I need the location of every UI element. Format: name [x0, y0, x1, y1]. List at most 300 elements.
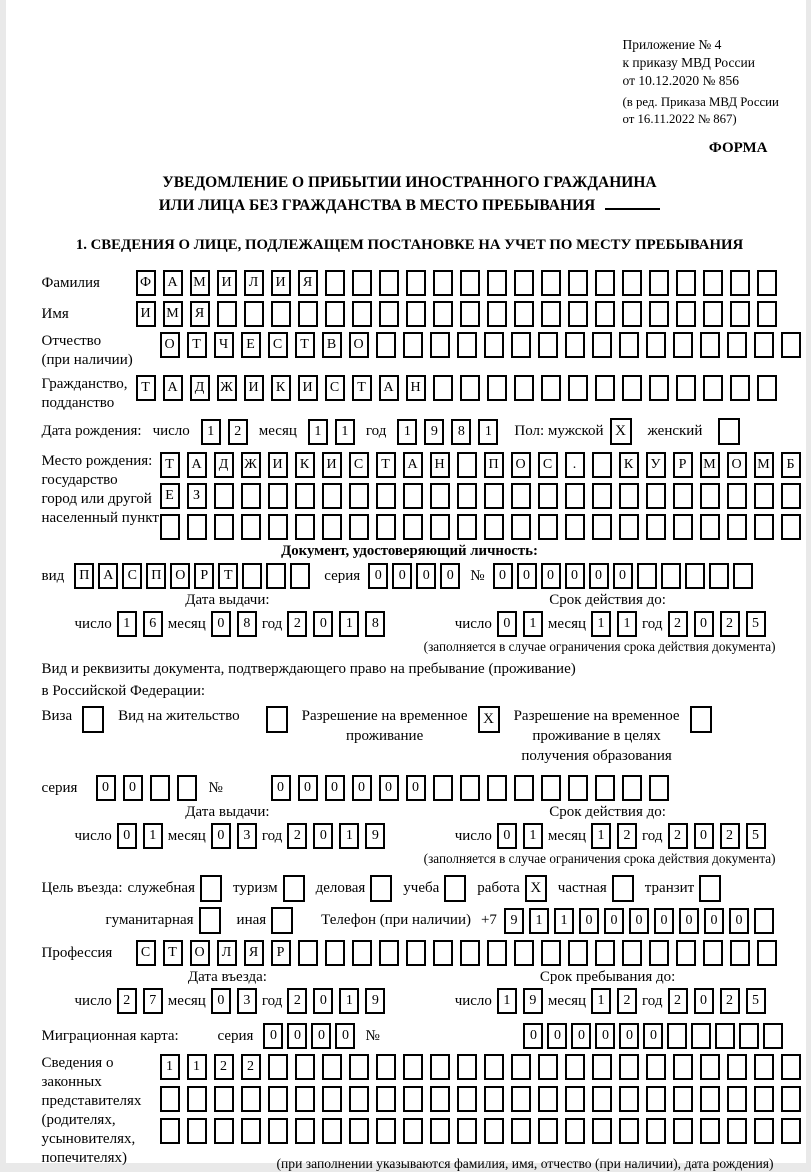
form-cell[interactable] — [622, 775, 642, 801]
form-cell[interactable] — [403, 483, 423, 509]
form-cell[interactable]: 2 — [214, 1054, 234, 1080]
form-cell[interactable]: 5 — [746, 611, 766, 637]
form-cell[interactable]: 0 — [211, 988, 231, 1014]
form-cell[interactable] — [592, 1118, 612, 1144]
form-cell[interactable] — [403, 514, 423, 540]
form-cell[interactable]: 0 — [595, 1023, 615, 1049]
form-cell[interactable] — [352, 270, 372, 296]
form-cell[interactable]: И — [271, 270, 291, 296]
form-cell[interactable] — [565, 514, 585, 540]
form-cell[interactable] — [568, 301, 588, 327]
form-cell[interactable]: З — [187, 483, 207, 509]
form-cell[interactable] — [241, 1118, 261, 1144]
form-cell[interactable]: М — [190, 270, 210, 296]
form-cell[interactable]: Д — [214, 452, 234, 478]
form-cell[interactable]: 1 — [497, 988, 517, 1014]
form-cell[interactable]: 0 — [416, 563, 436, 589]
form-cell[interactable]: 2 — [617, 823, 637, 849]
form-cell[interactable] — [266, 563, 286, 589]
purpose-work-checkbox[interactable]: X — [525, 875, 547, 902]
form-cell[interactable] — [487, 775, 507, 801]
form-cell[interactable] — [514, 270, 534, 296]
form-cell[interactable] — [763, 1023, 783, 1049]
form-cell[interactable]: 1 — [187, 1054, 207, 1080]
form-cell[interactable] — [565, 332, 585, 358]
form-cell[interactable] — [730, 270, 750, 296]
form-cell[interactable] — [403, 332, 423, 358]
purpose-official-checkbox[interactable] — [200, 875, 222, 902]
gender-female-checkbox[interactable] — [718, 418, 740, 445]
form-cell[interactable]: 0 — [619, 1023, 639, 1049]
form-cell[interactable]: 0 — [123, 775, 143, 801]
form-cell[interactable]: 0 — [335, 1023, 355, 1049]
form-cell[interactable]: 1 — [335, 419, 355, 445]
form-cell[interactable]: Т — [187, 332, 207, 358]
form-cell[interactable]: С — [349, 452, 369, 478]
form-cell[interactable] — [376, 514, 396, 540]
form-cell[interactable]: 1 — [397, 419, 417, 445]
form-cell[interactable] — [595, 301, 615, 327]
form-cell[interactable] — [703, 301, 723, 327]
form-cell[interactable]: Р — [271, 940, 291, 966]
form-cell[interactable] — [295, 1054, 315, 1080]
form-cell[interactable] — [619, 483, 639, 509]
form-cell[interactable]: 0 — [271, 775, 291, 801]
form-cell[interactable]: 9 — [504, 908, 524, 934]
form-cell[interactable] — [700, 1118, 720, 1144]
form-cell[interactable]: 0 — [523, 1023, 543, 1049]
purpose-other-checkbox[interactable] — [271, 907, 293, 934]
form-cell[interactable]: 0 — [541, 563, 561, 589]
form-cell[interactable] — [568, 270, 588, 296]
form-cell[interactable] — [661, 563, 681, 589]
form-cell[interactable]: 2 — [287, 611, 307, 637]
form-cell[interactable] — [622, 270, 642, 296]
form-cell[interactable] — [487, 301, 507, 327]
form-cell[interactable]: О — [727, 452, 747, 478]
form-cell[interactable] — [160, 514, 180, 540]
form-cell[interactable] — [541, 270, 561, 296]
form-cell[interactable]: 0 — [406, 775, 426, 801]
form-cell[interactable] — [754, 514, 774, 540]
form-cell[interactable]: 1 — [591, 823, 611, 849]
form-cell[interactable] — [352, 301, 372, 327]
form-cell[interactable] — [268, 1086, 288, 1112]
form-cell[interactable] — [484, 514, 504, 540]
form-cell[interactable]: 1 — [339, 823, 359, 849]
form-cell[interactable] — [730, 940, 750, 966]
form-cell[interactable] — [700, 483, 720, 509]
form-cell[interactable]: 3 — [237, 988, 257, 1014]
form-cell[interactable] — [565, 1054, 585, 1080]
form-cell[interactable] — [376, 332, 396, 358]
form-cell[interactable]: М — [754, 452, 774, 478]
form-cell[interactable] — [349, 1054, 369, 1080]
form-cell[interactable]: 8 — [365, 611, 385, 637]
form-cell[interactable]: 0 — [654, 908, 674, 934]
form-cell[interactable] — [322, 483, 342, 509]
form-cell[interactable]: 2 — [720, 823, 740, 849]
form-cell[interactable] — [646, 1118, 666, 1144]
form-cell[interactable]: Я — [190, 301, 210, 327]
form-cell[interactable] — [460, 775, 480, 801]
form-cell[interactable] — [484, 1054, 504, 1080]
form-cell[interactable] — [691, 1023, 711, 1049]
form-cell[interactable]: Я — [244, 940, 264, 966]
form-cell[interactable]: 0 — [263, 1023, 283, 1049]
form-cell[interactable] — [730, 301, 750, 327]
form-cell[interactable]: 0 — [679, 908, 699, 934]
form-cell[interactable] — [295, 1118, 315, 1144]
form-cell[interactable] — [187, 1086, 207, 1112]
form-cell[interactable]: О — [190, 940, 210, 966]
form-cell[interactable]: Т — [163, 940, 183, 966]
form-cell[interactable] — [487, 375, 507, 401]
form-cell[interactable]: Т — [376, 452, 396, 478]
form-cell[interactable]: И — [244, 375, 264, 401]
purpose-private-checkbox[interactable] — [612, 875, 634, 902]
form-cell[interactable]: 2 — [668, 988, 688, 1014]
form-cell[interactable] — [541, 301, 561, 327]
form-cell[interactable] — [592, 452, 612, 478]
form-cell[interactable] — [676, 940, 696, 966]
form-cell[interactable]: 0 — [287, 1023, 307, 1049]
form-cell[interactable]: Т — [295, 332, 315, 358]
form-cell[interactable]: М — [163, 301, 183, 327]
form-cell[interactable]: 0 — [629, 908, 649, 934]
form-cell[interactable] — [646, 1054, 666, 1080]
form-cell[interactable] — [592, 514, 612, 540]
form-cell[interactable] — [619, 1054, 639, 1080]
form-cell[interactable]: 0 — [497, 823, 517, 849]
temp-residence-checkbox[interactable]: X — [478, 706, 500, 733]
form-cell[interactable] — [538, 483, 558, 509]
form-cell[interactable]: С — [268, 332, 288, 358]
form-cell[interactable]: 9 — [365, 988, 385, 1014]
form-cell[interactable] — [298, 301, 318, 327]
form-cell[interactable]: 2 — [287, 988, 307, 1014]
form-cell[interactable]: 0 — [313, 988, 333, 1014]
form-cell[interactable]: 0 — [313, 823, 333, 849]
form-cell[interactable]: 0 — [565, 563, 585, 589]
form-cell[interactable] — [244, 301, 264, 327]
form-cell[interactable] — [349, 514, 369, 540]
form-cell[interactable] — [757, 270, 777, 296]
form-cell[interactable]: 1 — [591, 988, 611, 1014]
form-cell[interactable] — [757, 301, 777, 327]
form-cell[interactable]: Д — [190, 375, 210, 401]
form-cell[interactable] — [430, 514, 450, 540]
form-cell[interactable]: П — [74, 563, 94, 589]
form-cell[interactable] — [727, 1054, 747, 1080]
form-cell[interactable] — [241, 1086, 261, 1112]
form-cell[interactable] — [433, 775, 453, 801]
form-cell[interactable] — [430, 1086, 450, 1112]
form-cell[interactable]: 1 — [339, 988, 359, 1014]
form-cell[interactable] — [160, 1118, 180, 1144]
form-cell[interactable] — [733, 563, 753, 589]
form-cell[interactable] — [592, 483, 612, 509]
form-cell[interactable]: Т — [160, 452, 180, 478]
form-cell[interactable] — [754, 1054, 774, 1080]
form-cell[interactable] — [568, 375, 588, 401]
form-cell[interactable]: 5 — [746, 823, 766, 849]
form-cell[interactable]: 0 — [325, 775, 345, 801]
form-cell[interactable] — [150, 775, 170, 801]
form-cell[interactable]: И — [217, 270, 237, 296]
form-cell[interactable] — [433, 940, 453, 966]
form-cell[interactable] — [649, 270, 669, 296]
form-cell[interactable] — [325, 940, 345, 966]
form-cell[interactable] — [511, 1054, 531, 1080]
form-cell[interactable] — [403, 1086, 423, 1112]
form-cell[interactable] — [754, 1086, 774, 1112]
form-cell[interactable] — [739, 1023, 759, 1049]
form-cell[interactable]: Ж — [217, 375, 237, 401]
form-cell[interactable]: 1 — [308, 419, 328, 445]
form-cell[interactable] — [757, 940, 777, 966]
form-cell[interactable]: 3 — [237, 823, 257, 849]
form-cell[interactable]: 2 — [720, 611, 740, 637]
form-cell[interactable] — [703, 375, 723, 401]
form-cell[interactable]: 2 — [241, 1054, 261, 1080]
form-cell[interactable]: Л — [244, 270, 264, 296]
form-cell[interactable] — [676, 375, 696, 401]
form-cell[interactable] — [241, 483, 261, 509]
form-cell[interactable]: 1 — [160, 1054, 180, 1080]
form-cell[interactable] — [268, 514, 288, 540]
form-cell[interactable]: 1 — [523, 823, 543, 849]
form-cell[interactable] — [619, 332, 639, 358]
form-cell[interactable]: 2 — [617, 988, 637, 1014]
form-cell[interactable] — [457, 1118, 477, 1144]
form-cell[interactable]: 1 — [117, 611, 137, 637]
form-cell[interactable]: П — [146, 563, 166, 589]
form-cell[interactable]: 0 — [571, 1023, 591, 1049]
form-cell[interactable] — [700, 332, 720, 358]
form-cell[interactable] — [727, 1118, 747, 1144]
form-cell[interactable] — [757, 375, 777, 401]
residence-permit-checkbox[interactable] — [266, 706, 288, 733]
form-cell[interactable]: Т — [218, 563, 238, 589]
form-cell[interactable]: 0 — [589, 563, 609, 589]
form-cell[interactable] — [214, 1086, 234, 1112]
purpose-business-checkbox[interactable] — [370, 875, 392, 902]
form-cell[interactable] — [376, 1086, 396, 1112]
form-cell[interactable] — [484, 332, 504, 358]
form-cell[interactable] — [538, 514, 558, 540]
form-cell[interactable]: К — [271, 375, 291, 401]
form-cell[interactable] — [457, 1054, 477, 1080]
form-cell[interactable]: 0 — [96, 775, 116, 801]
form-cell[interactable]: М — [700, 452, 720, 478]
form-cell[interactable] — [379, 301, 399, 327]
form-cell[interactable]: А — [163, 375, 183, 401]
form-cell[interactable]: 0 — [694, 611, 714, 637]
form-cell[interactable] — [298, 940, 318, 966]
form-cell[interactable] — [511, 1118, 531, 1144]
form-cell[interactable] — [217, 301, 237, 327]
form-cell[interactable] — [619, 514, 639, 540]
form-cell[interactable]: 2 — [287, 823, 307, 849]
form-cell[interactable]: 1 — [523, 611, 543, 637]
form-cell[interactable] — [622, 375, 642, 401]
form-cell[interactable] — [406, 301, 426, 327]
form-cell[interactable] — [667, 1023, 687, 1049]
form-cell[interactable] — [781, 1054, 801, 1080]
form-cell[interactable]: 5 — [746, 988, 766, 1014]
form-cell[interactable] — [433, 301, 453, 327]
form-cell[interactable]: 0 — [392, 563, 412, 589]
form-cell[interactable] — [592, 1086, 612, 1112]
form-cell[interactable]: 1 — [201, 419, 221, 445]
form-cell[interactable] — [646, 514, 666, 540]
form-cell[interactable] — [673, 514, 693, 540]
form-cell[interactable] — [568, 775, 588, 801]
form-cell[interactable] — [322, 1054, 342, 1080]
form-cell[interactable]: Я — [298, 270, 318, 296]
form-cell[interactable]: Р — [194, 563, 214, 589]
form-cell[interactable]: 0 — [729, 908, 749, 934]
form-cell[interactable] — [376, 1054, 396, 1080]
form-cell[interactable]: 0 — [613, 563, 633, 589]
form-cell[interactable] — [430, 483, 450, 509]
purpose-transit-checkbox[interactable] — [699, 875, 721, 902]
form-cell[interactable] — [460, 270, 480, 296]
form-cell[interactable] — [514, 940, 534, 966]
form-cell[interactable]: И — [268, 452, 288, 478]
form-cell[interactable] — [460, 940, 480, 966]
form-cell[interactable] — [214, 483, 234, 509]
form-cell[interactable]: 1 — [339, 611, 359, 637]
form-cell[interactable] — [754, 1118, 774, 1144]
form-cell[interactable] — [541, 775, 561, 801]
form-cell[interactable]: 9 — [523, 988, 543, 1014]
form-cell[interactable] — [214, 1118, 234, 1144]
purpose-humanitarian-checkbox[interactable] — [199, 907, 221, 934]
form-cell[interactable] — [295, 483, 315, 509]
form-cell[interactable] — [622, 301, 642, 327]
form-cell[interactable] — [595, 775, 615, 801]
form-cell[interactable] — [673, 332, 693, 358]
form-cell[interactable]: 0 — [311, 1023, 331, 1049]
gender-male-checkbox[interactable]: X — [610, 418, 632, 445]
form-cell[interactable] — [538, 332, 558, 358]
form-cell[interactable]: 0 — [379, 775, 399, 801]
purpose-tourism-checkbox[interactable] — [283, 875, 305, 902]
form-cell[interactable]: 0 — [298, 775, 318, 801]
form-cell[interactable]: Н — [430, 452, 450, 478]
form-cell[interactable]: А — [187, 452, 207, 478]
form-cell[interactable]: 2 — [668, 611, 688, 637]
form-cell[interactable]: В — [322, 332, 342, 358]
form-cell[interactable]: С — [122, 563, 142, 589]
form-cell[interactable] — [781, 1118, 801, 1144]
form-cell[interactable]: 1 — [143, 823, 163, 849]
form-cell[interactable] — [325, 301, 345, 327]
form-cell[interactable] — [241, 514, 261, 540]
form-cell[interactable] — [781, 332, 801, 358]
form-cell[interactable] — [649, 301, 669, 327]
form-cell[interactable]: 0 — [704, 908, 724, 934]
form-cell[interactable] — [565, 1118, 585, 1144]
form-cell[interactable] — [242, 563, 262, 589]
form-cell[interactable] — [433, 375, 453, 401]
form-cell[interactable] — [322, 514, 342, 540]
form-cell[interactable] — [460, 301, 480, 327]
form-cell[interactable] — [457, 332, 477, 358]
form-cell[interactable] — [592, 1054, 612, 1080]
form-cell[interactable]: 0 — [547, 1023, 567, 1049]
form-cell[interactable]: Т — [352, 375, 372, 401]
form-cell[interactable] — [403, 1054, 423, 1080]
form-cell[interactable] — [754, 483, 774, 509]
form-cell[interactable] — [214, 514, 234, 540]
form-cell[interactable] — [727, 483, 747, 509]
form-cell[interactable] — [649, 775, 669, 801]
form-cell[interactable]: А — [403, 452, 423, 478]
form-cell[interactable]: 0 — [694, 988, 714, 1014]
form-cell[interactable] — [649, 375, 669, 401]
form-cell[interactable] — [781, 514, 801, 540]
form-cell[interactable] — [514, 775, 534, 801]
form-cell[interactable] — [487, 270, 507, 296]
form-cell[interactable]: Ж — [241, 452, 261, 478]
form-cell[interactable] — [430, 1118, 450, 1144]
form-cell[interactable]: П — [484, 452, 504, 478]
form-cell[interactable] — [727, 514, 747, 540]
form-cell[interactable]: А — [379, 375, 399, 401]
form-cell[interactable] — [511, 332, 531, 358]
form-cell[interactable] — [295, 514, 315, 540]
form-cell[interactable] — [322, 1118, 342, 1144]
form-cell[interactable]: 8 — [451, 419, 471, 445]
form-cell[interactable]: Л — [217, 940, 237, 966]
form-cell[interactable] — [406, 270, 426, 296]
form-cell[interactable]: Б — [781, 452, 801, 478]
form-cell[interactable] — [673, 1118, 693, 1144]
form-cell[interactable] — [268, 1118, 288, 1144]
form-cell[interactable] — [619, 1118, 639, 1144]
form-cell[interactable]: У — [646, 452, 666, 478]
form-cell[interactable] — [781, 1086, 801, 1112]
form-cell[interactable]: 7 — [143, 988, 163, 1014]
form-cell[interactable]: С — [538, 452, 558, 478]
form-cell[interactable] — [177, 775, 197, 801]
form-cell[interactable]: 9 — [424, 419, 444, 445]
form-cell[interactable] — [538, 1054, 558, 1080]
form-cell[interactable] — [565, 1086, 585, 1112]
form-cell[interactable]: 0 — [493, 563, 513, 589]
form-cell[interactable]: 0 — [643, 1023, 663, 1049]
purpose-study-checkbox[interactable] — [444, 875, 466, 902]
form-cell[interactable] — [709, 563, 729, 589]
form-cell[interactable] — [538, 1086, 558, 1112]
form-cell[interactable] — [160, 1086, 180, 1112]
form-cell[interactable] — [484, 483, 504, 509]
form-cell[interactable] — [781, 483, 801, 509]
form-cell[interactable]: 1 — [591, 611, 611, 637]
form-cell[interactable]: Ф — [136, 270, 156, 296]
form-cell[interactable] — [484, 1086, 504, 1112]
form-cell[interactable] — [514, 375, 534, 401]
form-cell[interactable] — [730, 375, 750, 401]
form-cell[interactable] — [457, 1086, 477, 1112]
form-cell[interactable] — [685, 563, 705, 589]
form-cell[interactable] — [187, 1118, 207, 1144]
form-cell[interactable] — [703, 270, 723, 296]
form-cell[interactable] — [595, 375, 615, 401]
